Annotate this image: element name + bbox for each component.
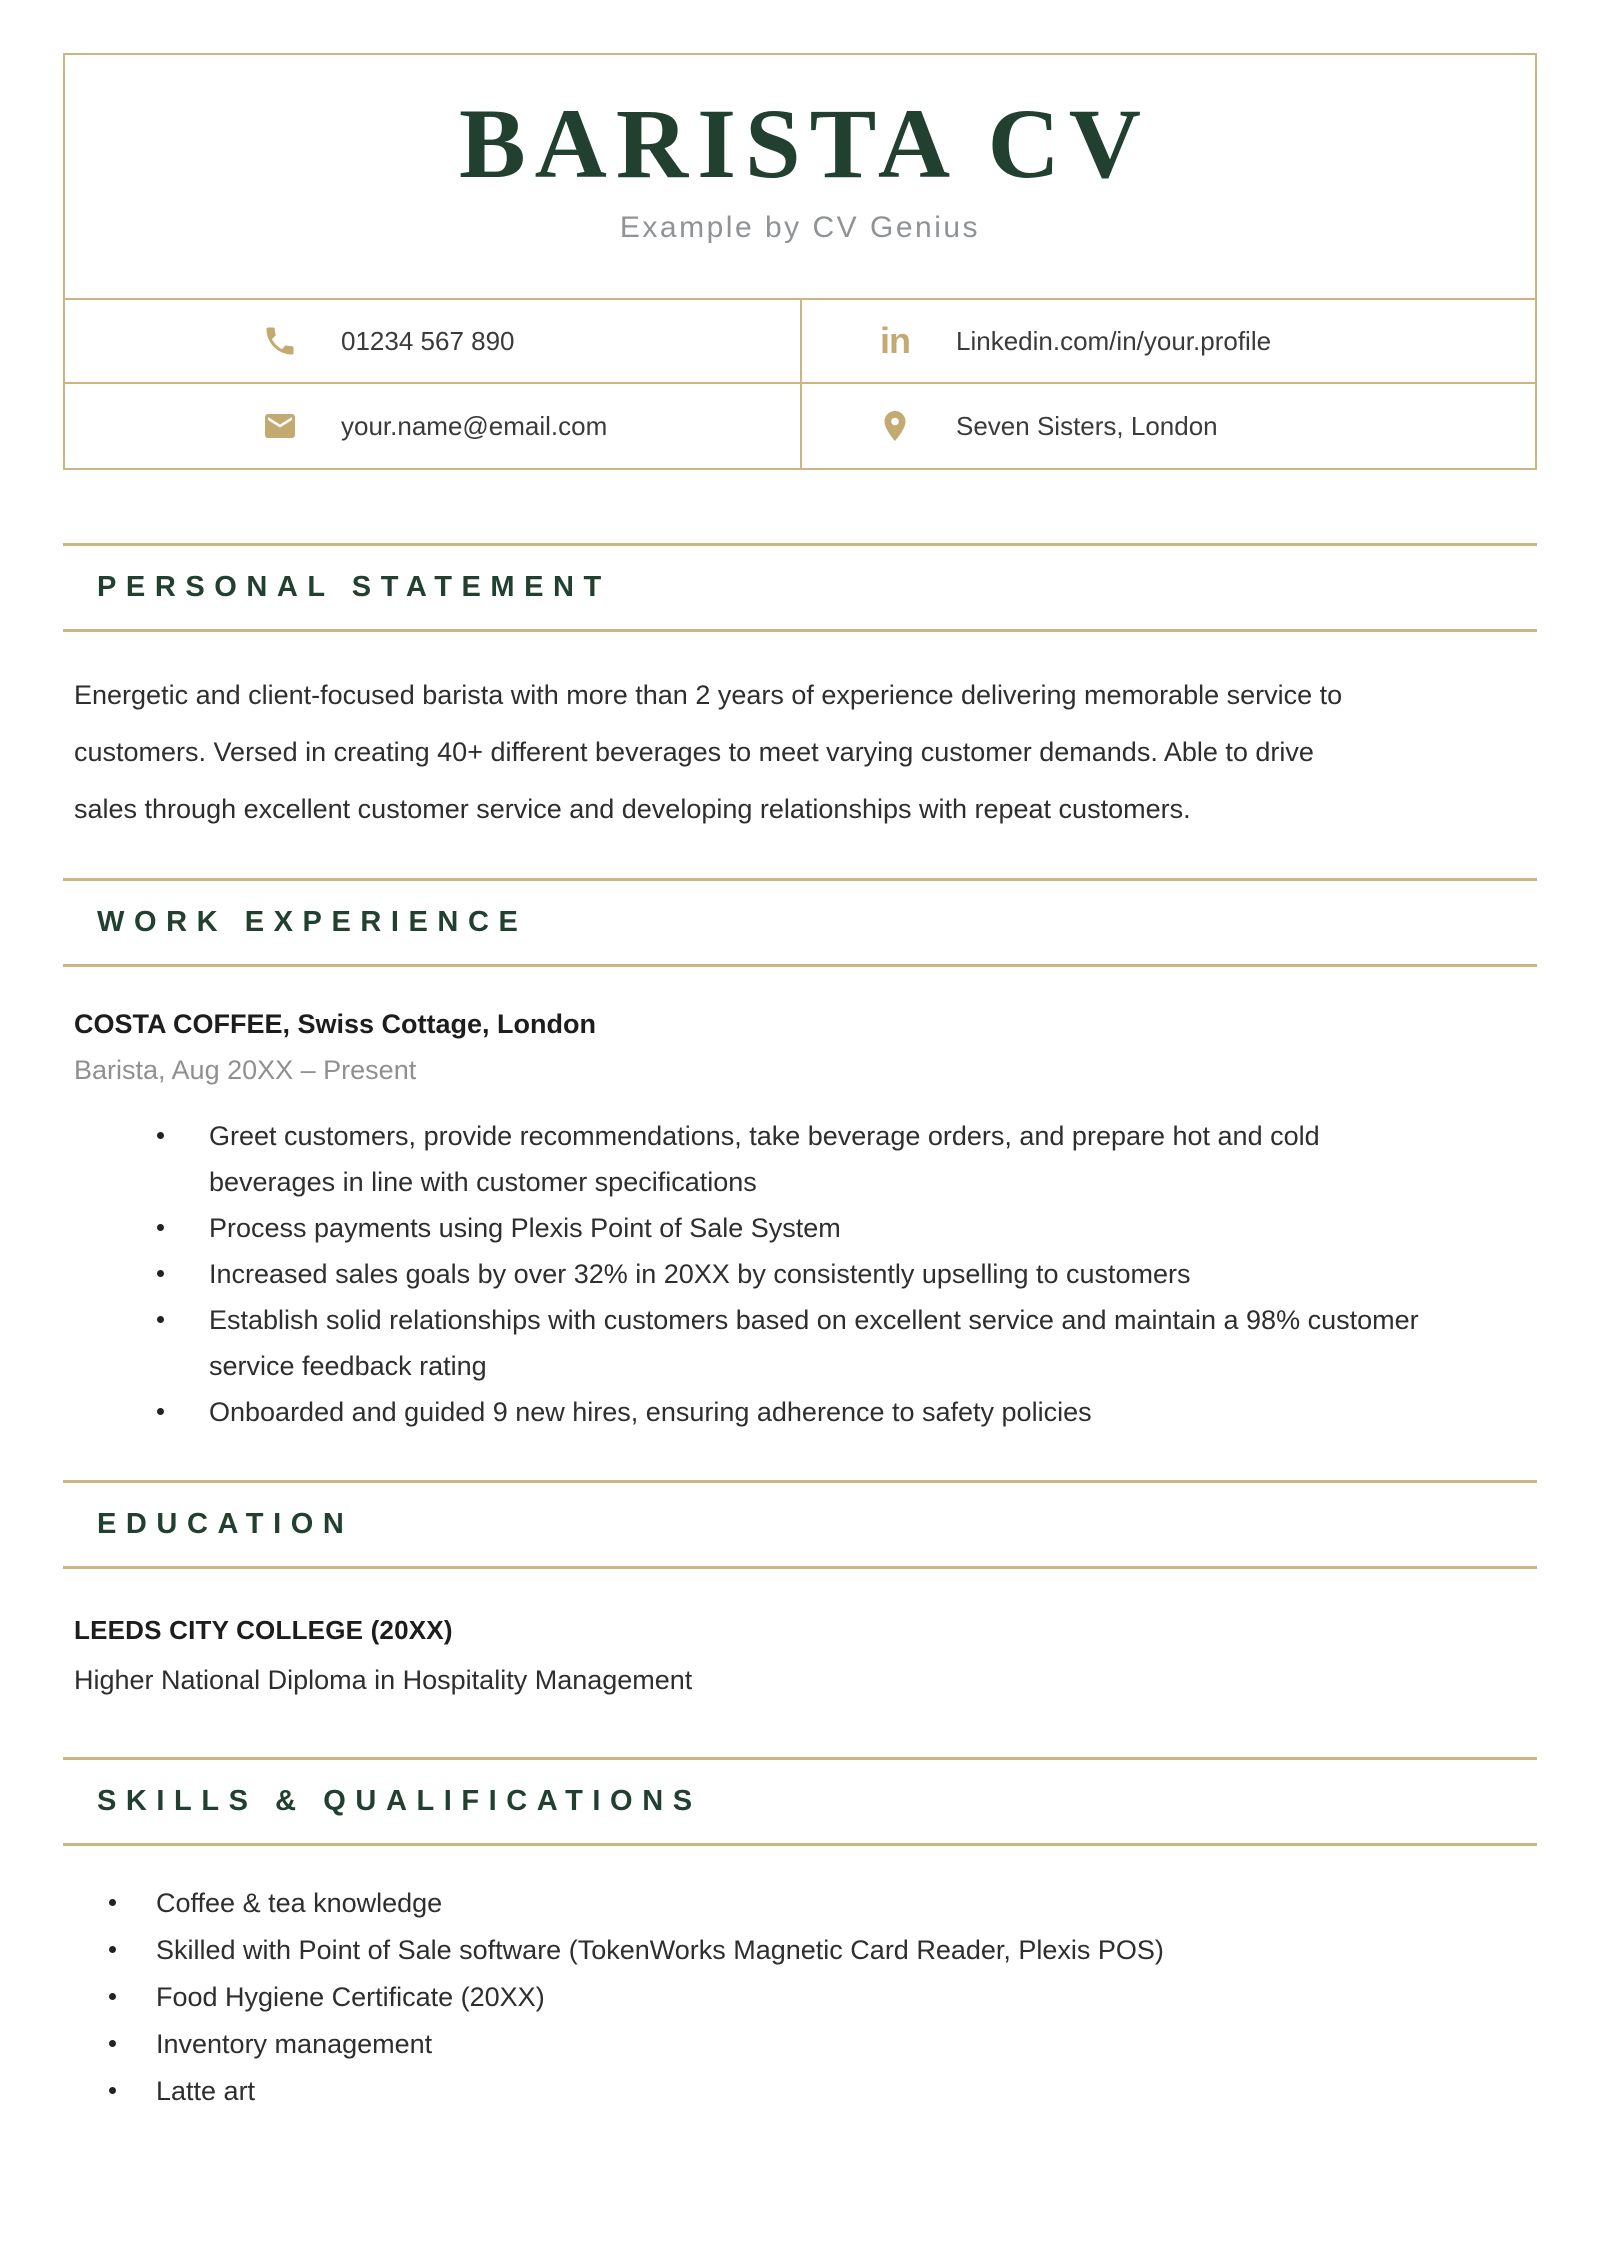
bullet-icon [109,1946,116,1953]
section-title: PERSONAL STATEMENT [97,571,611,603]
linkedin-url: Linkedin.com/in/your.profile [956,325,1272,356]
education-entry [74,1613,1537,1697]
section-header-personal-statement [63,543,1537,632]
contact-grid [65,300,1535,468]
contact-email [65,384,800,468]
bullet-icon [109,1993,116,2000]
phone-number: 01234 567 890 [341,325,515,356]
list-item: Inventory management [63,2021,1537,2068]
bullet-icon [109,1899,116,1906]
work-experience-list [63,1113,1537,1435]
bullet-icon [157,1224,164,1231]
list-item: Increased sales goals by over 32% in 20XX by consistently upselling to customers [63,1251,1537,1297]
page-title: BARISTA CV [458,88,1151,199]
list-item: Process payments using Plexis Point of Sale System [63,1205,1537,1251]
location-pin-icon [876,407,914,445]
location-text: Seven Sisters, London [956,410,1218,441]
contact-linkedin [800,300,1535,384]
list-item: Latte art [63,2068,1537,2115]
contact-phone [65,300,800,384]
section-title: EDUCATION [97,1508,354,1540]
email-icon [261,407,299,445]
linkedin-icon: in [880,320,910,361]
title-block [65,55,1535,300]
bullet-icon [109,2040,116,2047]
bullet-icon [109,2087,116,2094]
contact-location [800,384,1535,468]
phone-icon [261,322,299,360]
role-and-dates: Barista, Aug 20XX – Present [74,1055,417,1085]
list-item: Establish solid relationships with customers based on excellent service and maintain a 98% customer service feedback rating [63,1297,1537,1389]
section-header-work-experience [63,878,1537,967]
bullet-icon [157,1408,164,1415]
header-box [63,53,1537,470]
section-header-skills [63,1757,1537,1846]
email-address: your.name@email.com [341,410,608,441]
skills-list [63,1880,1537,2115]
section-title: WORK EXPERIENCE [97,906,528,938]
personal-statement-text: Energetic and client-focused barista with more than 2 years of experience delivering memorable service to customers. Versed in creating 40+ different beverages to meet varying customer demands. Able to drive sales through excellent customer service and developing relationships with repeat customers. [74,680,1343,824]
section-title: SKILLS & QUALIFICATIONS [97,1785,702,1817]
bullet-icon [157,1270,164,1277]
school-name: LEEDS CITY COLLEGE (20XX) [74,1615,453,1645]
bullet-icon [157,1316,164,1323]
page-subtitle: Example by CV Genius [619,211,981,244]
degree-name: Higher National Diploma in Hospitality Management [74,1665,693,1695]
list-item: Skilled with Point of Sale software (TokenWorks Magnetic Card Reader, Plexis POS) [63,1927,1537,1974]
list-item: Onboarded and guided 9 new hires, ensuring adherence to safety policies [63,1389,1537,1435]
employer-name: COSTA COFFEE, Swiss Cottage, London [74,1009,597,1039]
section-header-education [63,1480,1537,1569]
list-item: Food Hygiene Certificate (20XX) [63,1974,1537,2021]
list-item: Greet customers, provide recommendations, take beverage orders, and prepare hot and cold beverages in line with customer specifications [63,1113,1537,1205]
list-item: Coffee & tea knowledge [63,1880,1537,1927]
bullet-icon [157,1132,164,1139]
